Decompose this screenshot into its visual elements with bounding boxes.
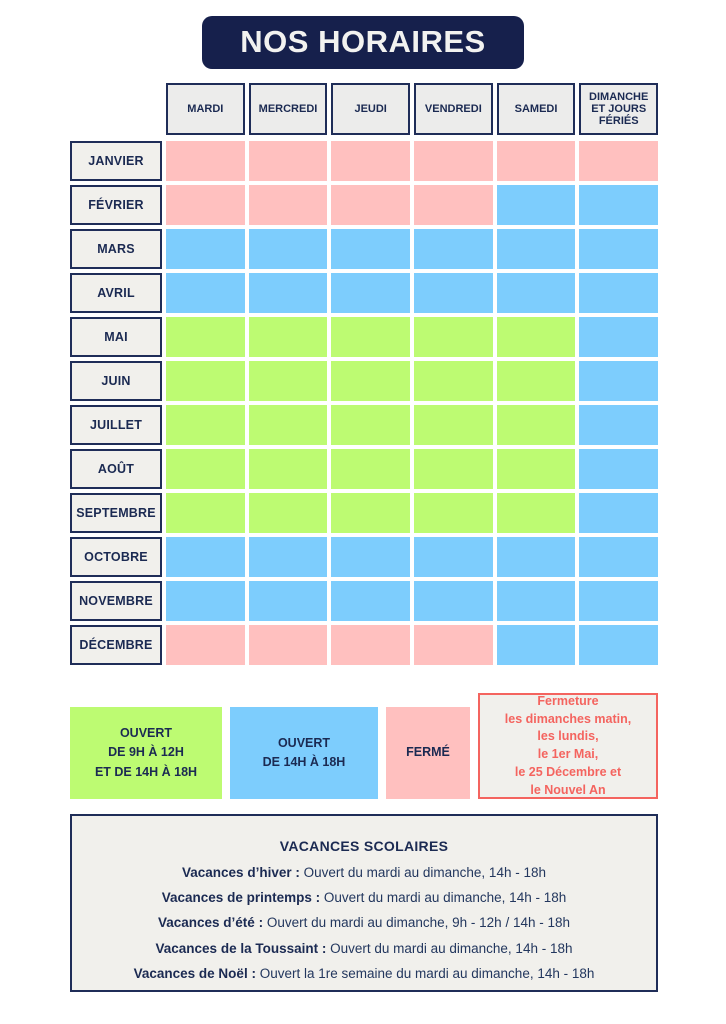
closure-note-line6: le Nouvel An: [530, 782, 606, 797]
schedule-cell-mai-4: [497, 317, 576, 357]
schedule-cell-novembre-1: [249, 581, 328, 621]
table-row: [70, 493, 658, 533]
schedule-cell-novembre-0: [166, 581, 245, 621]
schedule-cell-avril-2: [331, 273, 410, 313]
table-row: [70, 581, 658, 621]
table-body: [70, 141, 658, 665]
day-header-mardi: MARDI: [166, 83, 245, 135]
schedule-cell-janvier-1: [249, 141, 328, 181]
schedule-cell-mai-0: [166, 317, 245, 357]
schedule-cell-avril-1: [249, 273, 328, 313]
school-holiday-label: Vacances d’été :: [158, 915, 264, 931]
school-holiday-text: Ouvert du mardi au dimanche, 14h - 18h: [326, 940, 573, 956]
month-label-mai: MAI: [70, 317, 162, 357]
legend-green-line2: DE 9H À 12H: [108, 745, 184, 760]
schedule-cell-juillet-3: [414, 405, 493, 445]
schedule-cell-février-5: [579, 185, 658, 225]
schedule-cell-avril-4: [497, 273, 576, 313]
schedule-cell-juillet-1: [249, 405, 328, 445]
month-label-juillet: JUILLET: [70, 405, 162, 445]
day-header-jeudi: JEUDI: [331, 83, 410, 135]
schedule-cell-novembre-5: [579, 581, 658, 621]
schedule-cell-mars-2: [331, 229, 410, 269]
school-holiday-line: [134, 891, 595, 905]
month-label-décembre: DÉCEMBRE: [70, 625, 162, 665]
schedule-cell-mai-5: [579, 317, 658, 357]
legend-item-closed: [386, 707, 470, 799]
schedule-cell-janvier-4: [497, 141, 576, 181]
closure-note: [478, 693, 658, 799]
schedule-cell-janvier-0: [166, 141, 245, 181]
schedule-cell-avril-5: [579, 273, 658, 313]
schedule-cell-juin-0: [166, 361, 245, 401]
month-label-avril: AVRIL: [70, 273, 162, 313]
schedule-cell-juin-1: [249, 361, 328, 401]
month-label-septembre: SEPTEMBRE: [70, 493, 162, 533]
table-row: [70, 185, 658, 225]
schedule-cell-octobre-5: [579, 537, 658, 577]
schedule-cell-mars-4: [497, 229, 576, 269]
table-corner-spacer: [70, 83, 162, 135]
schedule-cell-juin-4: [497, 361, 576, 401]
schedule-table: [70, 83, 658, 669]
schedule-cell-novembre-2: [331, 581, 410, 621]
table-header-row: [70, 83, 658, 135]
table-row: [70, 141, 658, 181]
schedule-cell-décembre-1: [249, 625, 328, 665]
school-holiday-line: [134, 866, 595, 880]
closure-note-line2: les dimanches matin,: [504, 711, 632, 726]
legend-item-open-full-day: [70, 707, 222, 799]
school-holiday-line: [134, 942, 595, 956]
school-holiday-text: Ouvert la 1re semaine du mardi au dimanche, 14h - 18h: [255, 965, 595, 981]
schedule-cell-octobre-1: [249, 537, 328, 577]
school-holiday-text: Ouvert du mardi au dimanche, 9h - 12h / 14h - 18h: [263, 915, 570, 931]
legend: [70, 693, 658, 799]
school-holiday-label: Vacances d’hiver :: [182, 865, 300, 880]
table-row: [70, 449, 658, 489]
schedule-cell-septembre-0: [166, 493, 245, 533]
school-holidays-box: [70, 814, 658, 992]
schedule-cell-janvier-3: [414, 141, 493, 181]
month-label-juin: JUIN: [70, 361, 162, 401]
legend-green-line1: OUVERT: [119, 725, 173, 740]
table-row: [70, 361, 658, 401]
legend-green-line3: ET DE 14H À 18H: [94, 764, 198, 779]
schedule-cell-juillet-2: [331, 405, 410, 445]
month-label-mars: MARS: [70, 229, 162, 269]
schedule-cell-février-3: [414, 185, 493, 225]
schedule-cell-novembre-4: [497, 581, 576, 621]
schedule-cell-août-3: [414, 449, 493, 489]
schedule-cell-mars-3: [414, 229, 493, 269]
table-row: [70, 229, 658, 269]
legend-blue-line1: OUVERT: [277, 735, 331, 750]
table-row: [70, 273, 658, 313]
schedule-cell-juillet-4: [497, 405, 576, 445]
school-holiday-label: Vacances de la Toussaint :: [155, 940, 327, 956]
month-label-janvier: JANVIER: [70, 141, 162, 181]
page-title: NOS HORAIRES: [202, 16, 523, 69]
schedule-cell-décembre-3: [414, 625, 493, 665]
closure-note-line3: les lundis,: [537, 729, 599, 744]
schedule-cell-septembre-2: [331, 493, 410, 533]
schedule-cell-octobre-2: [331, 537, 410, 577]
schedule-cell-juin-2: [331, 361, 410, 401]
schedule-cell-octobre-3: [414, 537, 493, 577]
schedule-cell-août-4: [497, 449, 576, 489]
schedule-cell-mars-1: [249, 229, 328, 269]
legend-blue-line2: DE 14H À 18H: [262, 755, 346, 769]
schedule-cell-août-0: [166, 449, 245, 489]
closure-note-line4: le 1er Mai,: [537, 747, 599, 761]
schedule-cell-janvier-2: [331, 141, 410, 181]
schedule-cell-décembre-4: [497, 625, 576, 665]
schedule-cell-décembre-5: [579, 625, 658, 665]
month-label-novembre: NOVEMBRE: [70, 581, 162, 621]
month-label-octobre: OCTOBRE: [70, 537, 162, 577]
schedule-cell-janvier-5: [579, 141, 658, 181]
schedule-cell-juin-3: [414, 361, 493, 401]
schedule-cell-décembre-0: [166, 625, 245, 665]
schedule-cell-juin-5: [579, 361, 658, 401]
legend-item-open-afternoon: [230, 707, 378, 799]
table-row: [70, 405, 658, 445]
schedule-cell-août-1: [249, 449, 328, 489]
table-row: [70, 625, 658, 665]
day-header-samedi: SAMEDI: [497, 83, 576, 135]
schedule-cell-août-5: [579, 449, 658, 489]
schedule-cell-février-2: [331, 185, 410, 225]
school-holiday-label: Vacances de printemps :: [161, 890, 321, 906]
table-row: [70, 537, 658, 577]
schedule-cell-mai-3: [414, 317, 493, 357]
schedule-cell-juillet-0: [166, 405, 245, 445]
schedule-cell-décembre-2: [331, 625, 410, 665]
table-row: [70, 317, 658, 357]
school-holidays-lines: [134, 866, 595, 992]
school-holiday-text: Ouvert du mardi au dimanche, 14h - 18h: [320, 890, 567, 906]
day-header-mercredi: MERCREDI: [249, 83, 328, 135]
schedule-cell-octobre-4: [497, 537, 576, 577]
schedule-cell-octobre-0: [166, 537, 245, 577]
title-banner-wrap: [0, 16, 726, 69]
schedule-cell-septembre-5: [579, 493, 658, 533]
schedule-cell-septembre-4: [497, 493, 576, 533]
schedule-cell-septembre-3: [414, 493, 493, 533]
schedule-cell-août-2: [331, 449, 410, 489]
month-label-août: AOÛT: [70, 449, 162, 489]
school-holiday-text: Ouvert du mardi au dimanche, 14h - 18h: [299, 865, 546, 880]
day-header-dimanche: DIMANCHE ET JOURS FÉRIÉS: [579, 83, 658, 135]
schedule-cell-juillet-5: [579, 405, 658, 445]
school-holiday-line: [134, 916, 595, 930]
day-header-vendredi: VENDREDI: [414, 83, 493, 135]
schedule-cell-février-0: [166, 185, 245, 225]
schedule-cell-février-4: [497, 185, 576, 225]
schedule-cell-mai-1: [249, 317, 328, 357]
month-label-février: FÉVRIER: [70, 185, 162, 225]
school-holidays-title: VACANCES SCOLAIRES: [279, 838, 449, 854]
schedule-cell-septembre-1: [249, 493, 328, 533]
legend-pink-line1: FERMÉ: [406, 745, 450, 760]
closure-note-line1: Fermeture: [537, 693, 599, 708]
schedule-cell-février-1: [249, 185, 328, 225]
closure-note-line5: le 25 Décembre et: [514, 764, 622, 779]
schedule-cell-mars-5: [579, 229, 658, 269]
schedule-cell-mars-0: [166, 229, 245, 269]
school-holiday-label: Vacances de Noël :: [133, 965, 256, 981]
schedule-cell-novembre-3: [414, 581, 493, 621]
schedule-cell-avril-3: [414, 273, 493, 313]
schedule-cell-mai-2: [331, 317, 410, 357]
schedule-cell-avril-0: [166, 273, 245, 313]
school-holiday-line: [134, 967, 595, 981]
